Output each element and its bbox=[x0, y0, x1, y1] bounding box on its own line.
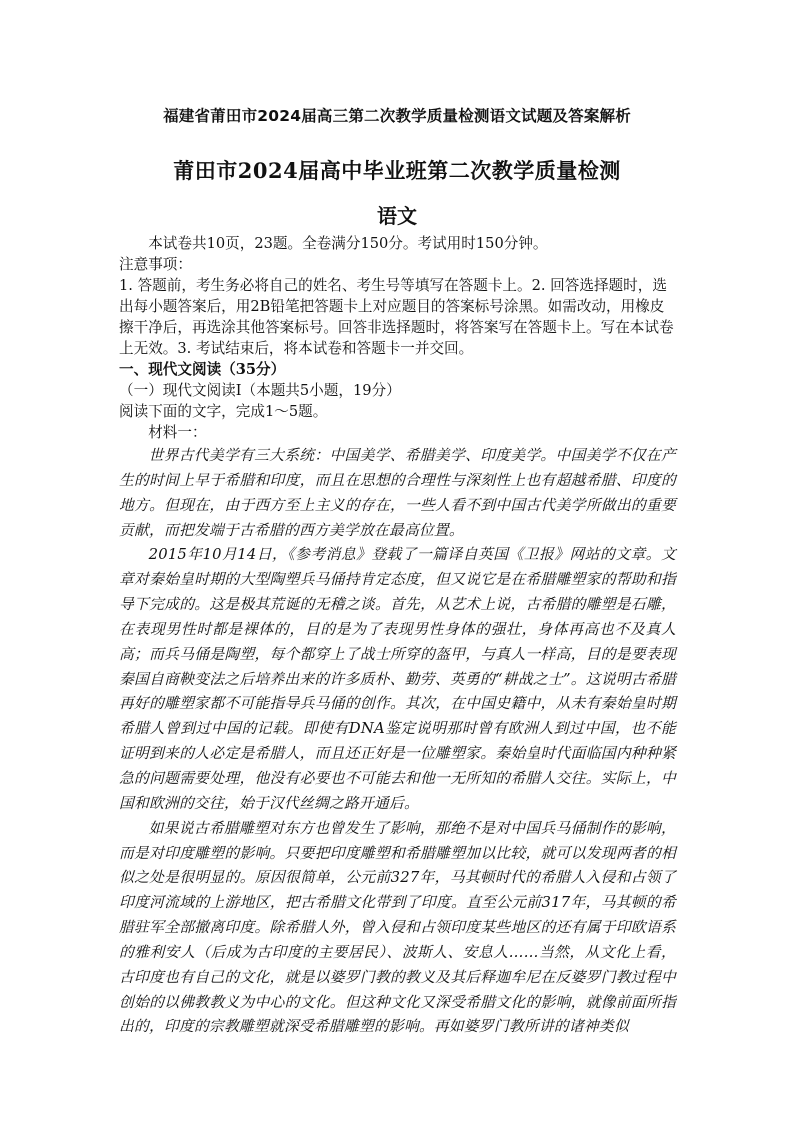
notes-heading: 注意事项： bbox=[119, 256, 192, 273]
material-label: 材料一： bbox=[148, 424, 207, 441]
material-paragraph: 世界古代美学有三大系统：中国美学、希腊美学、印度美学。中国美学不仅在产生的时间上早于希腊和印度，而且在思想的合理性与深刻性上也有超越希腊、印度的地方。但现在，由于西方至上主义的存在，一些人看不到中国古代美学所做出的重要贡献，而把发端于古希腊的西方美学放在最高位置。 bbox=[119, 447, 676, 539]
subject-title: 语文 bbox=[377, 204, 417, 228]
exam-intro: 本试卷共10页，23题。全卷满分150分。考试用时150分钟。 bbox=[148, 235, 548, 252]
document-title: 福建省莆田市2024届高三第二次教学质量检测语文试题及答案解析 bbox=[163, 107, 631, 125]
notes-text: 1. 答题前，考生务必将自己的姓名、考生号等填写在答题卡上。2. 回答选择题时，选出每小题答案后，用2B铅笔把答题卡上对应题目的答案标号涂黑。如需改动，用橡皮擦干净后，再选涂其他答案标号。回答非选择题时，将答案写在答题卡上。写在本试卷上无效。3. 考试结束后，将本试卷和答题卡一并交回。 bbox=[119, 277, 674, 357]
reading-instruction: 阅读下面的文字，完成1～5题。 bbox=[119, 403, 328, 420]
exam-content bbox=[119, 233, 676, 1040]
subsection-heading: （一）现代文阅读Ⅰ（本题共5小题，19分） bbox=[119, 382, 401, 399]
exam-title: 莆田市2024届高中毕业班第二次教学质量检测 bbox=[173, 158, 621, 183]
section-heading: 一、现代文阅读（35分） bbox=[119, 361, 286, 378]
reading-material bbox=[119, 444, 676, 1040]
material-paragraph: 如果说古希腊雕塑对东方也曾发生了影响，那绝不是对中国兵马俑制作的影响，而是对印度雕塑的影响。只要把印度雕塑和希腊雕塑加以比较，就可以发现两者的相似之处是很明显的。原因很简单，公元前327年，马其顿时代的希腊人入侵和占领了印度河流域的上游地区，把古希腊文化带到了印度。直至公元前317年，马其顿的希腊驻军全部撤离印度。除希腊人外，曾入侵和占领印度某些地区的还有属于印欧语系的雅利安人（后成为古印度的主要居民）、波斯人、安息人……当然，从文化上看，古印度也有自己的文化，就是以婆罗门教的教义及其后释迦牟尼在反婆罗门教过程中创始的以佛教教义为中心的文化。但这种文化又深受希腊文化的影响，就像前面所指出的，印度的宗教雕塑就深受希腊雕塑的影响。再如婆罗门教所讲的诸神类似 bbox=[119, 819, 676, 1036]
material-paragraph: 2015年10月14日，《参考消息》登载了一篇译自英国《卫报》网站的文章。文章对秦始皇时期的大型陶塑兵马俑持肯定态度，但又说它是在希腊雕塑家的帮助和指导下完成的。这是极其荒诞的无稽之谈。首先，从艺术上说，古希腊的雕塑是石雕，在表现男性时都是裸体的，目的是为了表现男性身体的强壮，身体再高也不及真人高；而兵马俑是陶塑，每个都穿上了战士所穿的盔甲，与真人一样高，目的是要表现秦国自商鞅变法之后培养出来的许多质朴、勤劳、英勇的“耕战之士”。这说明古希腊再好的雕塑家都不可能指导兵马俑的创作。其次，在中国史籍中，从未有秦始皇时期希腊人曾到过中国的记载。即使有DNA鉴定说明那时曾有欧洲人到过中国，也不能证明到来的人必定是希腊人，而且还正好是一位雕塑家。秦始皇时代面临国内种种紧急的问题需要处理，他没有必要也不可能去和他一无所知的希腊人交往。实际上，中国和欧洲的交往，始于汉代丝绸之路开通后。 bbox=[119, 546, 676, 812]
